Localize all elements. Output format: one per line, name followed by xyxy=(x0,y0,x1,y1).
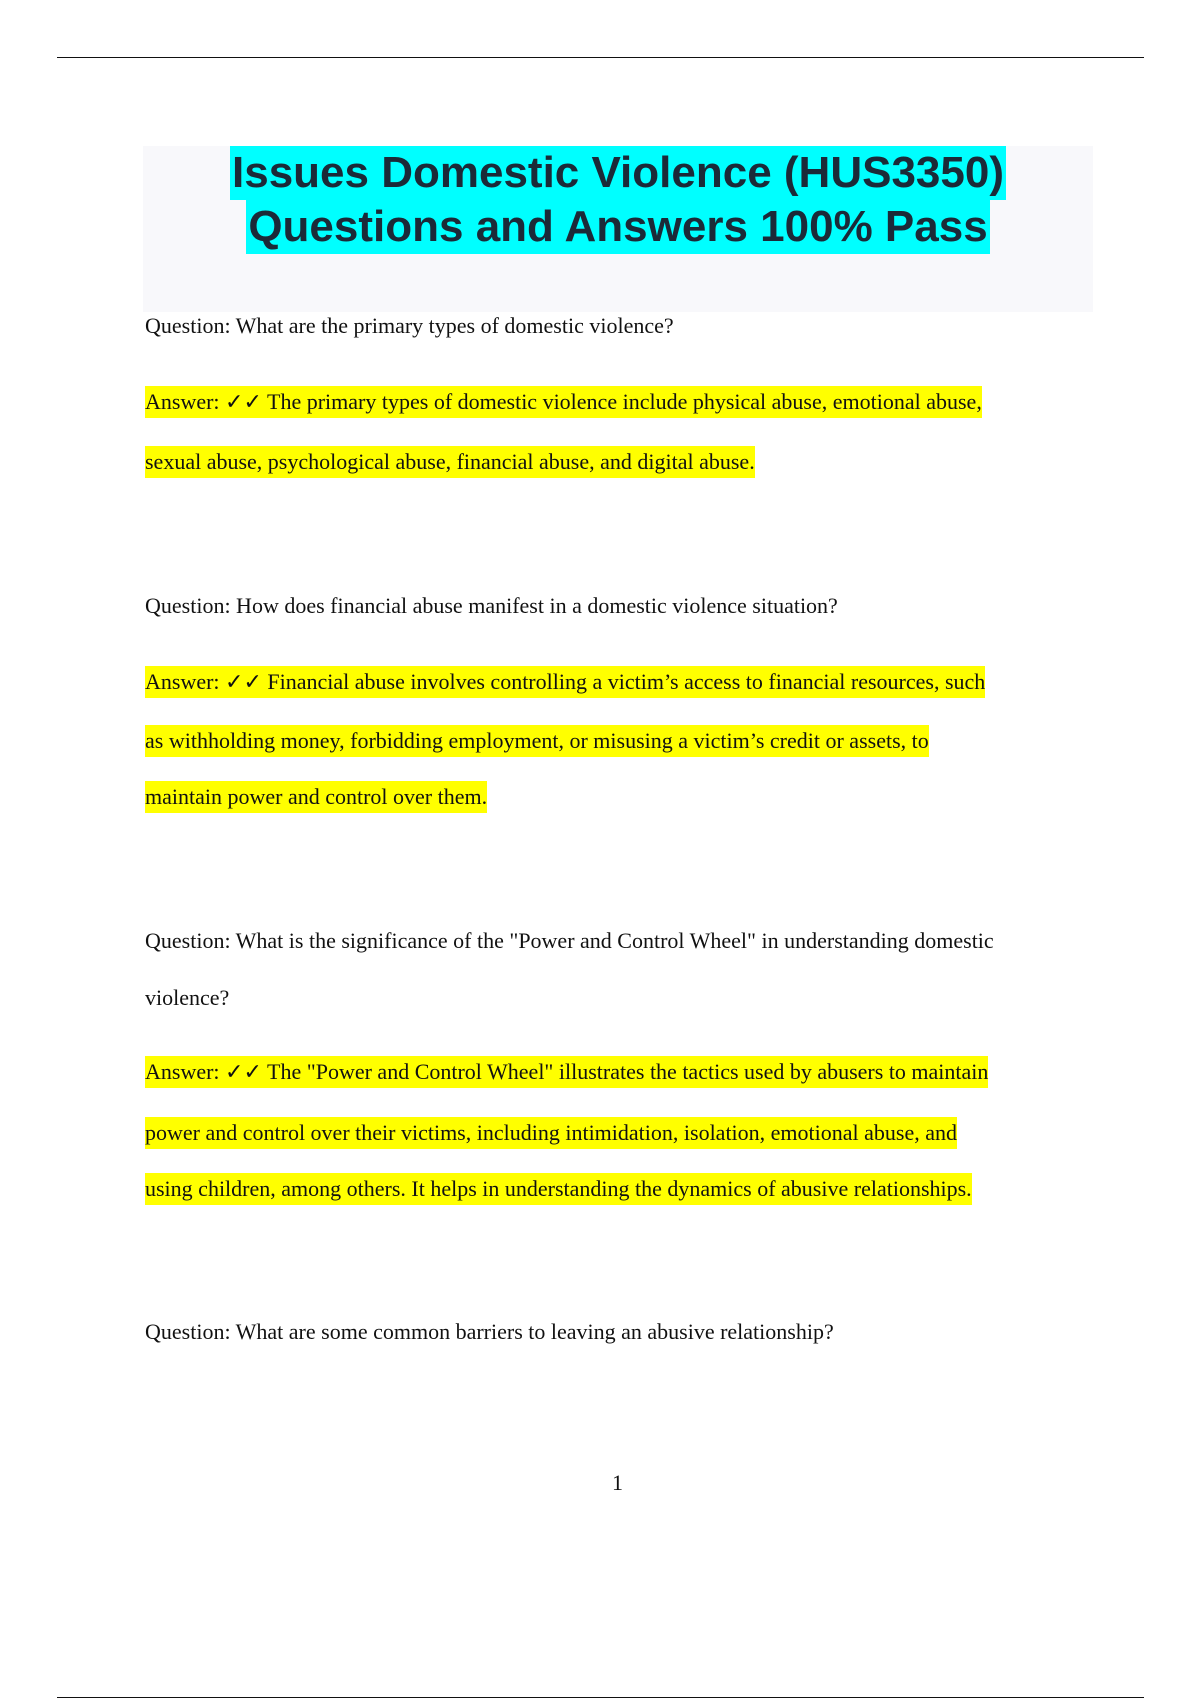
question-line: Question: What are the primary types of domestic violence? xyxy=(145,313,674,338)
answer-label: Answer: xyxy=(145,669,220,694)
answer-label: Answer: xyxy=(145,389,220,414)
answer-text: The "Power and Control Wheel" illustrates the tactics used by abusers to maintain xyxy=(267,1059,989,1084)
answer-line xyxy=(145,386,982,418)
question-line: violence? xyxy=(145,985,230,1010)
double-check-icon: ✓✓ xyxy=(225,390,262,415)
page-number: 1 xyxy=(612,1470,623,1495)
question-line: Question: What are some common barriers to leaving an abusive relationship? xyxy=(145,1319,834,1344)
question-line: Question: How does financial abuse manifest in a domestic violence situation? xyxy=(145,593,838,618)
title-line-1: Issues Domestic Violence (HUS3350) xyxy=(230,146,1006,200)
double-check-icon: ✓✓ xyxy=(225,670,262,695)
bottom-rule xyxy=(57,1697,1144,1698)
answer-text: Financial abuse involves controlling a victim’s access to financial resources, such xyxy=(267,669,986,694)
document-title xyxy=(143,146,1093,254)
answer-line: as withholding money, forbidding employment, or misusing a victim’s credit or assets, to xyxy=(145,725,929,757)
answer-line: sexual abuse, psychological abuse, financial abuse, and digital abuse. xyxy=(145,446,755,478)
answer-line xyxy=(145,1056,988,1088)
double-check-icon: ✓✓ xyxy=(225,1060,262,1085)
answer-text: The primary types of domestic violence include physical abuse, emotional abuse, xyxy=(267,389,982,414)
answer-label: Answer: xyxy=(145,1059,220,1084)
title-line-2: Questions and Answers 100% Pass xyxy=(246,200,989,254)
answer-line: power and control over their victims, including intimidation, isolation, emotional abuse, and xyxy=(145,1117,957,1149)
answer-line: maintain power and control over them. xyxy=(145,781,487,813)
question-line: Question: What is the significance of the "Power and Control Wheel" in understanding domestic xyxy=(145,928,994,953)
top-rule xyxy=(57,57,1144,58)
answer-line: using children, among others. It helps in understanding the dynamics of abusive relationships. xyxy=(145,1173,972,1205)
answer-line xyxy=(145,666,985,698)
